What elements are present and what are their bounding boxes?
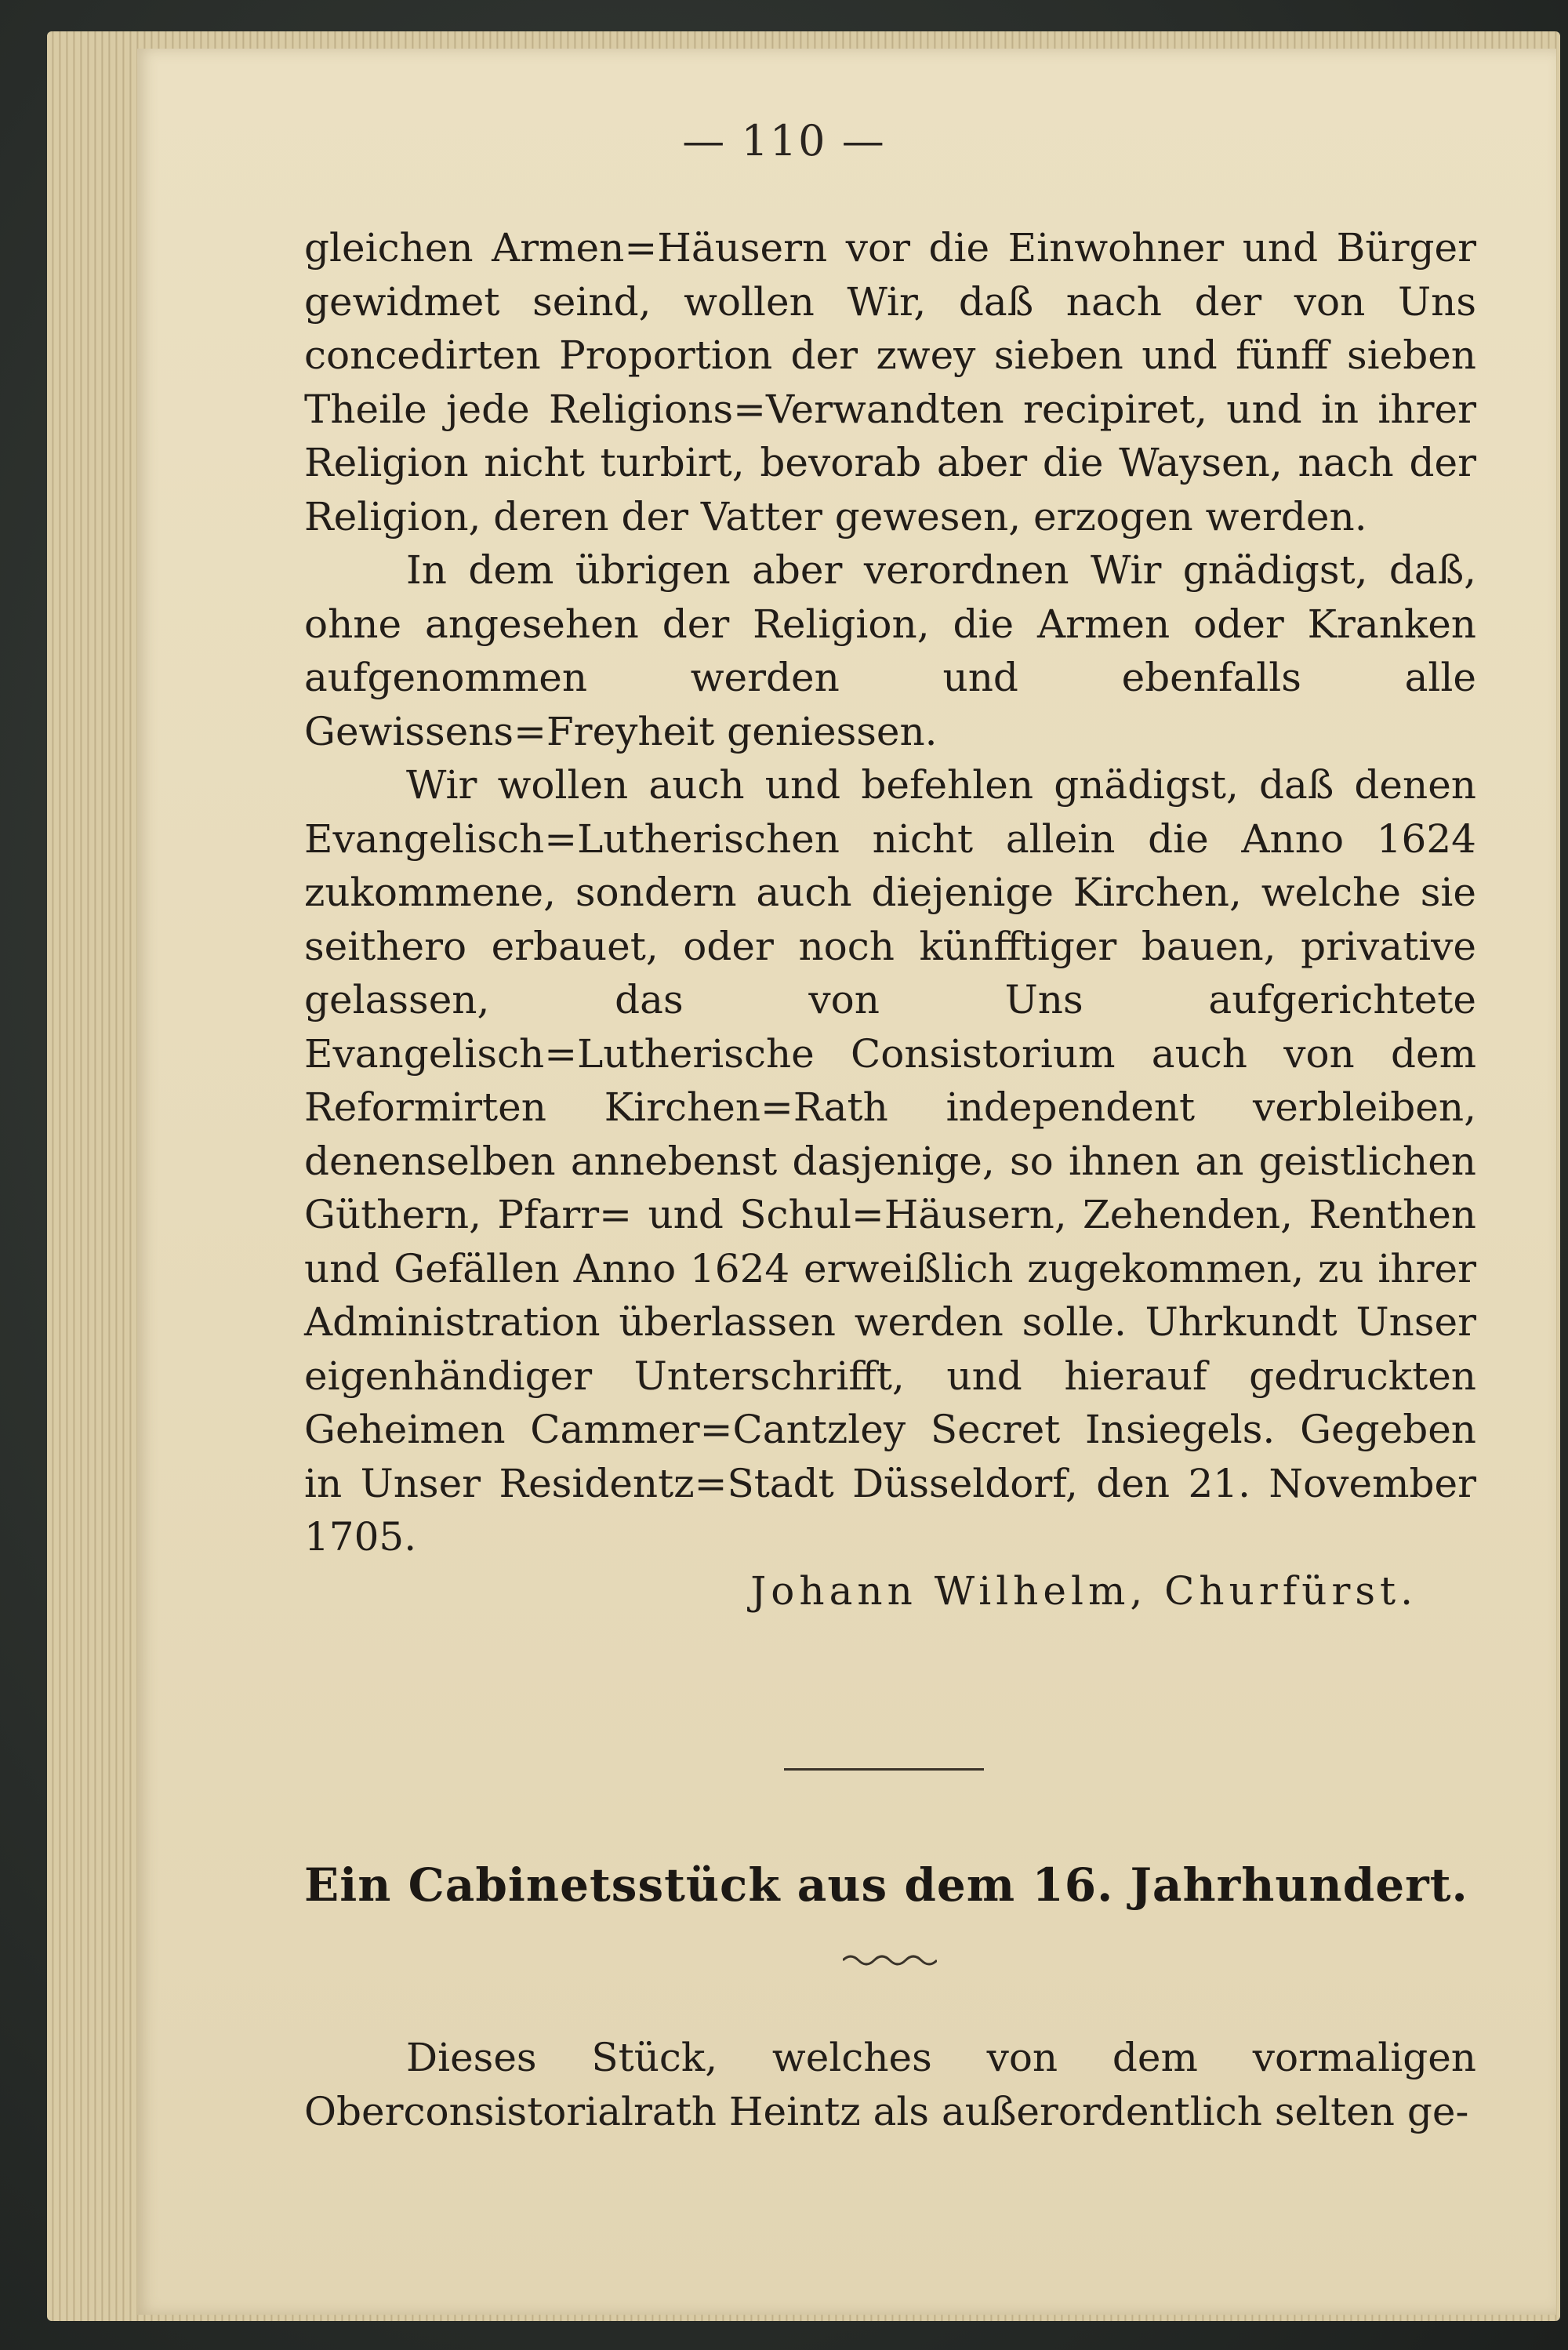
section-text (304, 2031, 1476, 2138)
page-number: — 110 — (682, 116, 886, 165)
paragraph-3: Wir wollen auch und befehlen gnädigst, daß denen Evangelisch=Lutherischen nicht allein die Anno 1624 zukommene, sondern auch diejenige Kirchen, welche sie seithero erbauet, oder noch künfftiger bauen, privative gelassen, das von Uns aufgerichtete Evangelisch=Lutherische Consistorium auch von dem Reformirten Kirchen=Rath independent verbleiben, denenselben annebenst dasjenige, so ihnen an geistlichen Güthern, Pfarr= und Schul=Häusern, Zehenden, Renthen und Gefällen Anno 1624 erweißlich zugekommen, zu ihrer Administration überlassen werden solle. Uhrkundt Unser eigenhändiger Unterschrifft, und hierauf gedruckten Geheimen Cammer=Cantzley Secret Insiegels. Gegeben in Unser Residentz=Stadt Düsseldorf, den 21. November 1705. (304, 762, 1476, 1560)
section-heading: Ein Cabinetsstück aus dem 16. Jahrhundert. (304, 1858, 1468, 1912)
section-divider (784, 1768, 984, 1771)
paragraph-1: gleichen Armen=Häusern vor die Einwohner und Bürger gewidmet seind, wollen Wir, daß nach der von Uns concedirten Proportion der zwey sieben und fünff sieben Theile jede Religions=Verwandten recipiret, und in ihrer Religion nicht turbirt, bevorab aber die Waysen, nach der Religion, deren der Vatter gewesen, erzogen werden. (304, 225, 1476, 539)
body-text (304, 221, 1476, 1618)
wave-ornament-icon (843, 1952, 937, 1968)
signature: Johann Wilhelm, Churfürst. (750, 1567, 1417, 1614)
paragraph-2: In dem übrigen aber verordnen Wir gnädigst, daß, ohne angesehen der Religion, die Armen oder Kranken aufgenommen werden und ebenfalls alle Gewissens=Freyheit geniessen. (304, 547, 1476, 754)
section-paragraph: Dieses Stück, welches von dem vormaligen Oberconsistorialrath Heintz als außerordentlich selten ge- (304, 2035, 1476, 2134)
